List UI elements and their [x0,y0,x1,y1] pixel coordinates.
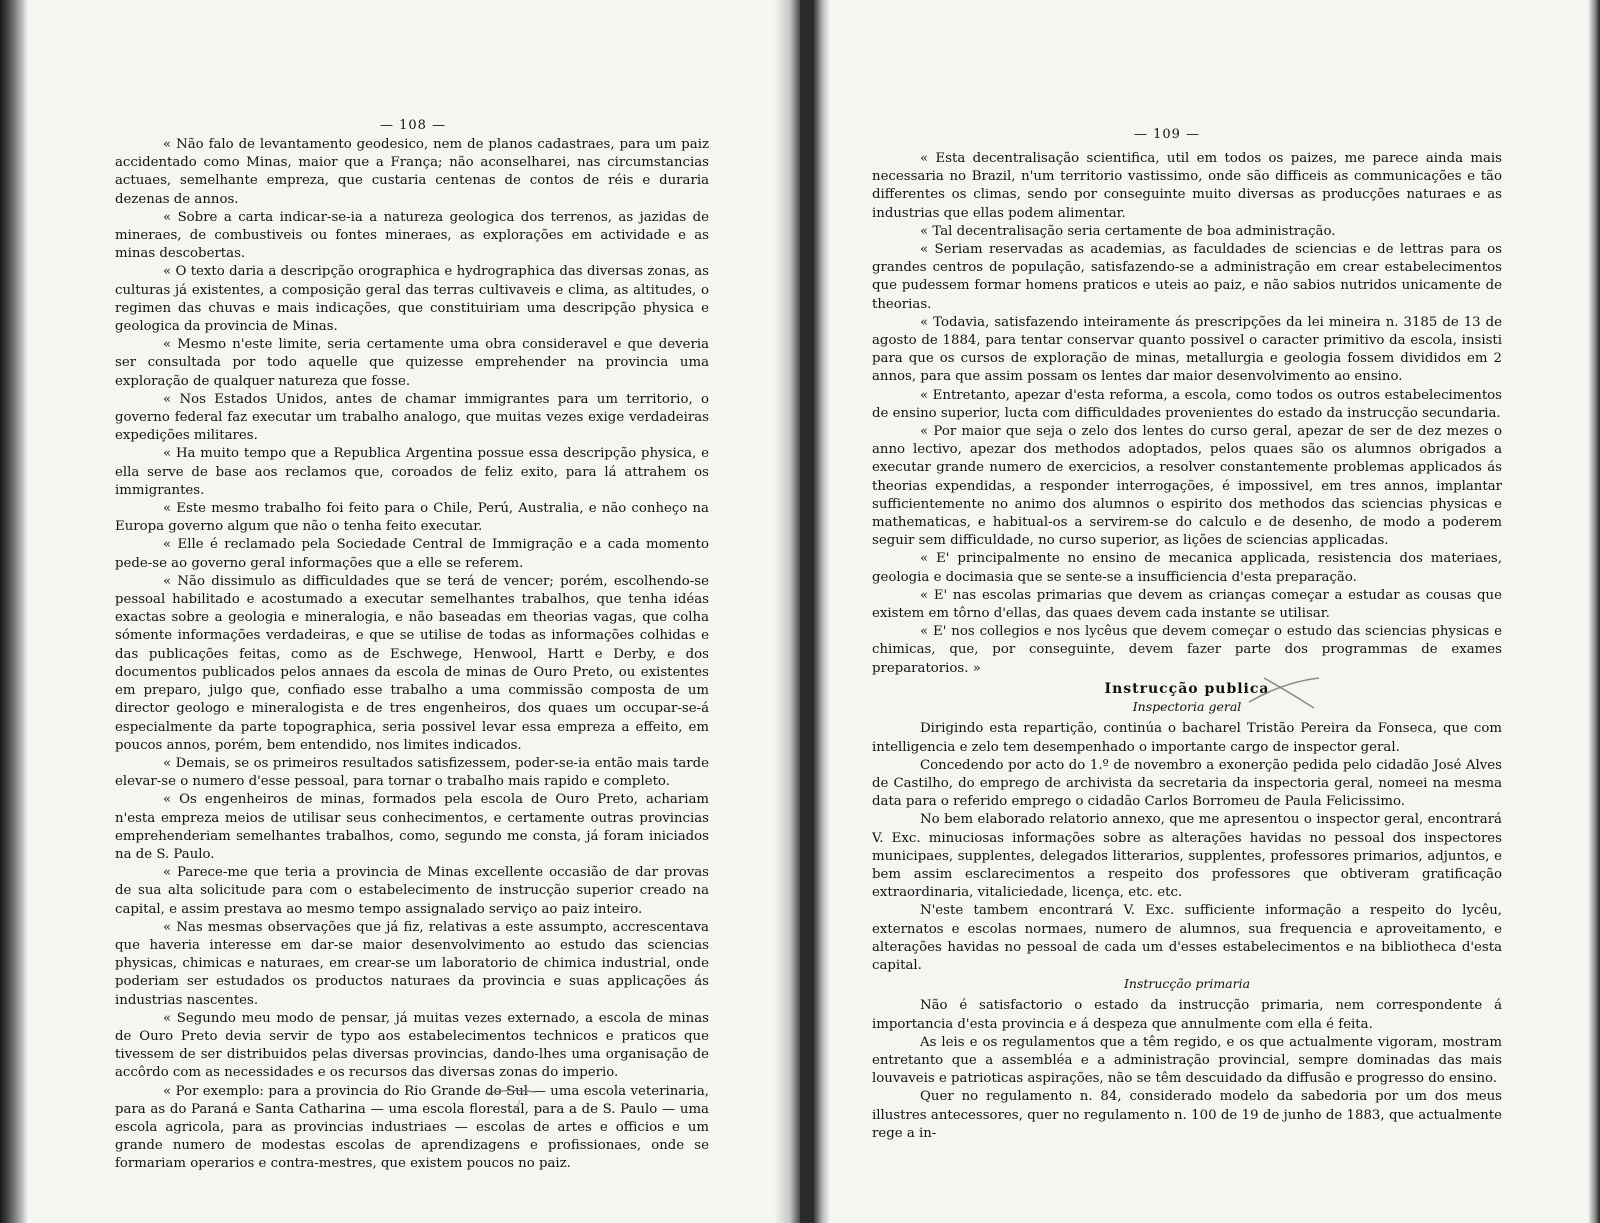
paragraph: « Por exemplo: para a provincia do Rio Grande do Sul — uma escola veterinaria, para as do Paraná e Santa Catharina — uma escola florestal, para a de S. Paulo — uma escola agricola, para as provincias industriaes — escolas de artes e officios e um grande numero de modestas escolas de aprendizagens e profissionaes, onde se formariam operarios e contra-mestres, que existem poucos no paiz. [115,1083,709,1172]
page-number: — 108 — [380,118,447,133]
right-page-body [872,150,1502,1143]
gutter-shadow [814,0,830,1223]
paragraph: « Segundo meu modo de pensar, já muitas vezes externado, a escola de minas de Ouro Preto devia servir de typo aos estabelecimentos technicos e praticos que tivessem de ser distribuidos pelas diversas provincias, dando-lhes uma organisação de accôrdo com as necessidades e os recursos das diversas zonas do imperio. [115,1010,709,1081]
paragraph: « Parece-me que teria a provincia de Minas excellente occasião de dar provas de sua alta solicitude para com o estabelecimento de instrucção superior creado na capital, e assim prestava ao mesmo tempo assignalado serviço ao paiz inteiro. [115,865,709,917]
paragraph: « Sobre a carta indicar-se-ia a natureza geologica dos terrenos, as jazidas de mineraes, de combustiveis ou fontes mineraes, as explorações em actividade e as minas descobertas. [115,209,709,262]
paragraph: N'este tambem encontrará V. Exc. sufficiente informação a respeito do lycêu, externatos e escolas normaes, numero de alumnos, sua frequencia e aproveitamento, e alterações havidas no pessoal de cada um d'esses estabelecimentos e na bibliotheca d'esta capital. [872,903,1502,973]
paragraph: « Ha muito tempo que a Republica Argentina possue essa descripção physica, e ella serve de base aos reclamos que, coroados de feliz exito, para lá attrahem os immigrantes. [115,446,709,498]
paragraph: Concedendo por acto do 1.º de novembro a exonerção pedida pelo cidadão José Alves de Castilho, do emprego de archivista da secretaria da inspectoria geral, nomeei na mesma data para o referido emprego o cidadão Carlos Borromeu de Paula Felicissimo. [872,757,1502,810]
paragraph: « Não dissimulo as difficuldades que se terá de vencer; porém, escolhendo-se pessoal habilitado e acostumado a executar semelhantes trabalhos, que tenha idéas exactas sobre a geologia e mineralogia, e não baseadas em theorias vagas, que colha sómente informações verdadeiras, e que se utilise de todas as informações colhidas e das publicações feitas, como as de Eschwege, Henwool, Hartt e Derby, e dos documentos publicados pelos annaes da escola de minas de Ouro Preto, ou existentes em preparo, julgo que, confiado esse trabalho a uma commissão composta de um director geologo e mineralogista e de tres engenheiros, dos quaes um occupar-se-á especialmente da parte topographica, seria possivel levar essa empreza a effeito, em poucos annos, porém, bem entendido, nos limites indicados. [115,573,709,753]
subheading: Inspectoria geral [1132,699,1242,715]
paragraph: « E' principalmente no ensino de mecanica applicada, resistencia dos materiaes, geologia e docimasia que se sente-se a insufficiencia d'esta preparação. [872,551,1502,585]
paragraph: Dirigindo esta repartição, continúa o bacharel Tristão Pereira da Fonseca, que com intelligencia e zelo tem desempenhado o importante cargo de inspector geral. [872,721,1502,755]
paragraph: « Este mesmo trabalho foi feito para o Chile, Perú, Australia, e não conheço na Europa governo algum que não o tenha feito executar. [115,501,709,535]
paragraph: « Nas mesmas observações que já fiz, relativas a este assumpto, accrescentava que haveria interesse em dar-se maior desenvolvimento ao estudo das sciencias physicas, chimicas e naturaes, em crear-se um laboratorio de chimica industrial, onde poderiam ser estudados os productos naturaes da provincia e suas applicações ás industrias nascentes. [115,919,709,1008]
paragraph: Quer no regulamento n. 84, considerado modelo da sabedoria por um dos meus illustres antecessores, quer no regulamento n. 100 de 19 de junho de 1883, que actualmente rege a in- [872,1089,1502,1141]
paragraph: « Mesmo n'este limite, seria certamente uma obra consideravel e que deveria ser consultada por todo aquelle que quizesse emprehender na provincia uma exploração de qualquer natureza que fosse. [115,337,709,389]
paragraph: « O texto daria a descripção orographica e hydrographica das diversas zonas, as culturas já existentes, a composição geral das terras cultivaveis e clima, as altitudes, o regimen das chuvas e mais indicações, que constituiriam uma descripção physica e geologica da provincia de Minas. [115,264,709,335]
gutter-shadow [774,0,800,1223]
paragraph: « Tal decentralisação seria certamente de boa administração. [920,223,1336,239]
paragraph: As leis e os regulamentos que a têm regido, e os que actualmente vigoram, mostram entretanto que a assembléa e a administração provincial, sempre dominadas das mais louvaveis e patrioticas aspirações, não se têm descuidado da diffusão e progresso do ensino. [872,1034,1502,1087]
pencil-cross-mark [1244,672,1324,712]
paragraph: « Nos Estados Unidos, antes de chamar immigrantes para um territorio, o governo federal faz executar um trabalho analogo, que muitas vezes exige verdadeiras expedições militares. [115,391,709,444]
pencil-stroke-mark [480,1086,540,1116]
left-page-body [115,136,709,1174]
paragraph: Não é satisfactorio o estado da instrucção primaria, nem correspondente á importancia d'esta provincia e á despeza que annulmente com ella é feita. [872,998,1502,1032]
right-page [814,0,1600,1223]
section-heading: Instrucção publica [1104,680,1270,697]
paragraph: « Entretanto, apezar d'esta reforma, a escola, como todos os outros estabelecimentos de ensino superior, lucta com difficuldades provenientes do estado da instrucção secundaria. [872,387,1502,421]
paragraph: « Os engenheiros de minas, formados pela escola de Ouro Preto, achariam n'esta empreza meios de utilisar seus conhecimentos, e certamente outras provincias emprehenderiam semelhantes trabalhos, como, segundo me consta, já foram iniciados na de S. Paulo. [115,792,709,862]
paragraph: « E' nas escolas primarias que devem as crianças começar a estudar as cousas que existem em tôrno d'ellas, das quaes devem cada instante se utilisar. [872,587,1502,622]
paragraph: « Seriam reservadas as academias, as faculdades de sciencias e de lettras para os grandes centros de população, satisfazendo-se a administração em crear estabelecimentos que pudessem formar homens praticos e uteis ao paiz, e não sabios nutridos unicamente de theorias. [872,242,1502,312]
paragraph: « Esta decentralisação scientifica, util em todos os paizes, me parece ainda mais necessaria no Brazil, n'um territorio vastissimo, onde são difficeis as communicações e tão differentes os climas, sendo por conseguinte muito diversas as producções naturaes e as industrias que ellas podem alimentar. [872,151,1502,221]
paragraph: « Demais, se os primeiros resultados satisfizessem, poder-se-ia então mais tarde elevar-se o numero d'esse pessoal, para tornar o trabalho mais rapido e completo. [115,755,709,790]
paragraph: « Todavia, satisfazendo inteiramente ás prescripções da lei mineira n. 3185 de 13 de agosto de 1884, para tentar conservar quanto possivel o caracter primitivo da escola, insisti para que os cursos de exploração de minas, metallurgia e geologia fossem divididos em 2 annos, para que assim possam os lentes dar maior desenvolvimento ao ensino. [872,314,1502,385]
subheading: Instrucção primaria [1123,976,1251,992]
paragraph: « Por maior que seja o zelo dos lentes do curso geral, apezar de ser de dez mezes o anno lectivo, apezar dos methodos adoptados, pelos quaes são os alumnos obrigados a executar grande numero de exercicios, a resolver constantemente problemas applicados ás theorias expendidas, a responder interrogações, é impossivel, em tres annos, implantar sufficientemente no animo dos alumnos o espirito dos methodos das sciencias physicas e mathematicas, e habitual-os a servirem-se do calculo e de desenho, de modo a poderem seguir sem difficuldade, no curso superior, as lições de sciencias applicadas. [872,424,1502,549]
paragraph: « E' nos collegios e nos lycêus que devem começar o estudo das sciencias physicas e chimicas, que, por conseguinte, devem fazer parte dos programmas de exames preparatorios. » [872,624,1502,676]
page-binding-edge [1588,0,1600,1223]
page-binding-edge [0,0,28,1223]
paragraph: « Não falo de levantamento geodesico, nem de planos cadastraes, para um paiz accidentado como Minas, maior que a França; não aconselharei, nas circumstancias actuaes, semelhante empreza, que custaria centenas de contos de réis e duraria dezenas de annos. [115,137,709,207]
paragraph: « Elle é reclamado pela Sociedade Central de Immigração e a cada momento pede-se ao governo geral informações que a elle se referem. [115,537,709,571]
paragraph: No bem elaborado relatorio annexo, que me apresentou o inspector geral, encontrará V. Exc. minuciosas informações sobre as alterações havidas no pessoal dos inspectores municipaes, supplentes, delegados litterarios, supplentes, professores primarios, adjuntos, e bem assim esclarecimentos a respeito dos professores que obtiveram gratificação extraordinaria, vitaliciedade, licença, etc. etc. [872,812,1502,901]
page-number: — 109 — [1134,127,1201,142]
